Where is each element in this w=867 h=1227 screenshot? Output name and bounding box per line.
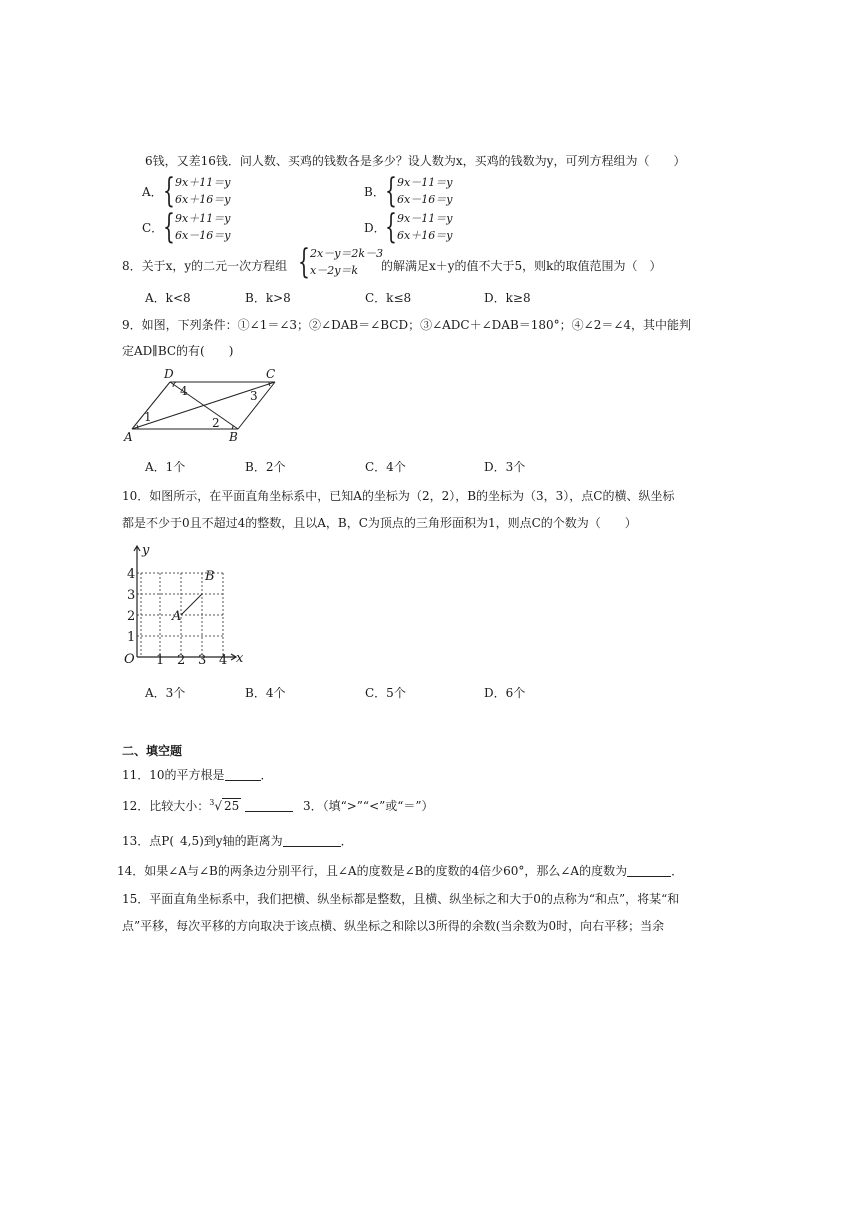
- q12-answer-blank[interactable]: [245, 799, 293, 812]
- point-b-label: B: [205, 569, 215, 584]
- q10-line2: 都是不少于0且不超过4的整数，且以A，B，C为顶点的三角形面积为1，则点C的个数为（ ）: [122, 516, 637, 530]
- label-b: B: [229, 430, 238, 444]
- q10-option-a: A．3个: [145, 686, 186, 700]
- x-tick-2: 2: [177, 653, 186, 668]
- q7-option-d-eq2: 6x＋16＝y: [397, 229, 453, 242]
- q7-option-b-label: B．: [364, 185, 385, 199]
- q7-option-d-system: [385, 207, 505, 247]
- brace-icon: {: [163, 207, 175, 247]
- q8-stem-after: 的解满足x＋y的值不大于5，则k的取值范围为（ ）: [381, 259, 662, 273]
- q7-stem: 6钱，又差16钱．问人数、买鸡的钱数各是多少？设人数为x，买鸡的钱数为y，可列方程组为（ ）: [145, 154, 686, 168]
- q7-option-c-label: C．: [142, 221, 164, 235]
- q9-option-d: D．3个: [484, 460, 526, 474]
- q10-option-d: D．6个: [484, 686, 526, 700]
- q8-eq1: 2x－y＝2k－3: [310, 247, 384, 260]
- radical-sign-icon: √: [214, 799, 223, 813]
- q9-line1: 9．如图，下列条件：①∠1＝∠3；②∠DAB＝∠BCD；③∠ADC＋∠DAB＝180°；④∠2＝∠4，其中能判: [122, 318, 692, 332]
- x-tick-3: 3: [198, 653, 207, 668]
- q13-text-before: 13．点P(: [122, 834, 175, 848]
- q7-option-a-system: [163, 171, 283, 211]
- y-tick-4: 4: [127, 567, 136, 582]
- section-title: 二、填空题: [122, 744, 183, 758]
- q8-option-b: B．k>8: [245, 291, 291, 305]
- q8-option-c: C．k≤8: [365, 291, 412, 305]
- q12-radicand: 25: [224, 799, 240, 813]
- q9-line2: 定AD∥BC的有( ): [122, 344, 234, 358]
- q10-line1: 10．如图所示，在平面直角坐标系中，已知A的坐标为（2，2），B的坐标为（3，3），点C的横、纵坐标: [122, 489, 675, 503]
- q10-option-c: C．5个: [365, 686, 406, 700]
- y-tick-1: 1: [127, 630, 136, 645]
- brace-icon: {: [163, 171, 175, 211]
- q7-option-a-eq2: 6x＋16＝y: [175, 193, 231, 206]
- q12-line: [122, 797, 434, 814]
- q7-option-c-eq1: 9x＋11＝y: [175, 212, 231, 225]
- q10-coordinate-figure: [120, 540, 250, 668]
- q9-option-a: A．1个: [145, 460, 186, 474]
- q9-option-c: C．4个: [365, 460, 406, 474]
- brace-icon: {: [385, 207, 397, 247]
- q11-answer-blank[interactable]: [225, 768, 261, 781]
- q7-option-b-system: [385, 171, 505, 211]
- q8-option-d: D．k≥8: [484, 291, 531, 305]
- brace-icon: {: [298, 242, 310, 282]
- q15-line2: 点”平移，每次平移的方向取决于该点横、纵坐标之和除以3所得的余数(当余数为0时，向右平移；当余: [122, 919, 665, 933]
- point-a-label: A: [172, 609, 182, 624]
- q8-option-a: A．k<8: [145, 291, 191, 305]
- q13-line: 13．点P( 4,5)到y轴的距离为 ．: [122, 834, 353, 848]
- q7-option-c-eq2: 6x－16＝y: [175, 229, 231, 242]
- q14-line: 14．如果∠A与∠B的两条边分别平行，且∠A的度数是∠B的度数的4倍少60°，那么∠A的度数为 ．: [117, 864, 684, 878]
- brace-icon: {: [385, 171, 397, 211]
- axis-label-x: x: [236, 651, 244, 666]
- x-tick-4: 4: [219, 653, 228, 668]
- label-a: A: [124, 430, 133, 444]
- q14-answer-blank[interactable]: [627, 864, 671, 877]
- q7-option-a-label: A．: [142, 185, 163, 199]
- q7-option-c-system: [163, 207, 283, 247]
- q7-option-b-eq1: 9x－11＝y: [397, 176, 453, 189]
- x-tick-1: 1: [156, 653, 165, 668]
- q10-option-b: B．4个: [245, 686, 286, 700]
- q12-radical-index: 3: [209, 798, 215, 807]
- q7-option-b-eq2: 6x－16＝y: [397, 193, 453, 206]
- label-c: C: [266, 367, 276, 381]
- label-d: D: [164, 367, 174, 381]
- label-2: 2: [212, 416, 220, 430]
- label-4: 4: [180, 384, 188, 398]
- q7-option-d-eq1: 9x－11＝y: [397, 212, 453, 225]
- y-tick-3: 3: [127, 588, 136, 603]
- q11-text: 11．10的平方根是: [122, 768, 225, 782]
- q12-text-before: 12．比较大小：: [122, 799, 210, 813]
- q14-text: 14．如果∠A与∠B的两条边分别平行，且∠A的度数是∠B的度数的4倍少60°，那么∠A的度数为: [117, 864, 628, 878]
- q13-answer-blank[interactable]: [283, 834, 341, 847]
- y-tick-2: 2: [127, 609, 136, 624]
- q13-text-after: 到y轴的距离为: [203, 834, 283, 848]
- q15-line1: 15．平面直角坐标系中，我们把横、纵坐标都是整数，且横、纵坐标之和大于0的点称为“和点”，将某“和: [122, 892, 680, 906]
- q8-system: [298, 242, 388, 282]
- q7-option-d-label: D．: [364, 221, 386, 235]
- q9-option-b: B．2个: [245, 460, 286, 474]
- segment-ab: [181, 594, 202, 615]
- q7-option-a-eq1: 9x＋11＝y: [175, 176, 231, 189]
- axis-label-y: y: [142, 543, 150, 558]
- label-1: 1: [144, 410, 152, 424]
- q11-line: 11．10的平方根是 ．: [122, 768, 273, 782]
- q13-coord: 4,5): [180, 834, 204, 848]
- q9-parallelogram-figure: [120, 365, 290, 445]
- q8-eq2: x－2y＝k: [310, 264, 359, 277]
- q8-stem-before: 8．关于x，y的二元一次方程组: [122, 259, 288, 273]
- origin-label: O: [124, 652, 135, 667]
- q12-text-after: 3．（填“>”“<”或“＝”）: [302, 799, 434, 813]
- label-3: 3: [250, 389, 258, 403]
